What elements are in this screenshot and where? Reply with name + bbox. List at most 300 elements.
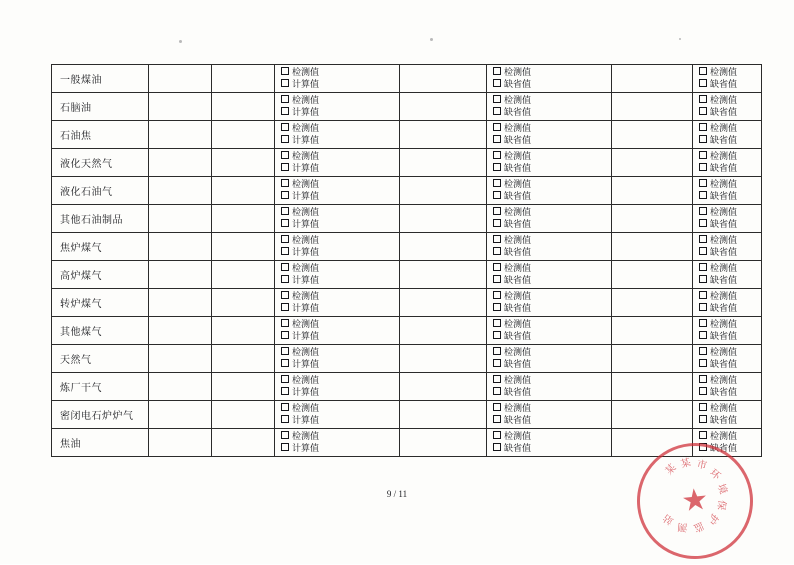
checkbox-icon[interactable] [493,331,501,339]
blank-cell[interactable] [400,261,487,289]
checkbox-icon[interactable] [493,151,501,159]
checkbox-icon[interactable] [281,291,289,299]
checkbox-icon[interactable] [699,67,707,75]
blank-cell[interactable] [612,345,693,373]
checkbox-icon[interactable] [281,163,289,171]
checkbox-option[interactable] [493,235,531,247]
checkbox-option[interactable] [699,191,737,203]
blank-cell[interactable] [612,93,693,121]
option-cell-measurement-method [275,261,400,289]
checkbox-icon[interactable] [281,303,289,311]
checkbox-label: 缺省值 [710,107,738,118]
checkbox-option[interactable] [493,95,531,107]
blank-cell[interactable] [149,93,212,121]
checkbox-option[interactable] [699,347,737,359]
checkbox-group [487,123,611,147]
checkbox-option[interactable] [493,67,531,79]
checkbox-option[interactable] [699,375,737,387]
checkbox-icon[interactable] [699,107,707,115]
checkbox-option[interactable] [281,331,319,343]
checkbox-icon[interactable] [699,123,707,131]
checkbox-option[interactable] [699,163,737,175]
checkbox-label: 缺省值 [504,219,532,230]
checkbox-group [693,179,761,203]
option-cell-carbon-content [487,149,612,177]
checkbox-icon[interactable] [699,191,707,199]
checkbox-option[interactable] [281,403,319,415]
blank-cell[interactable] [149,205,212,233]
checkbox-icon[interactable] [493,347,501,355]
table-row [52,177,762,205]
stamp-char: 市 [695,459,708,473]
blank-cell[interactable] [212,261,275,289]
checkbox-label: 计算值 [292,331,320,342]
checkbox-icon[interactable] [493,303,501,311]
checkbox-icon[interactable] [281,191,289,199]
checkbox-option[interactable] [699,415,737,427]
checkbox-label: 缺省值 [710,359,738,370]
checkbox-label: 缺省值 [504,443,532,454]
checkbox-icon[interactable] [493,191,501,199]
checkbox-icon[interactable] [281,107,289,115]
checkbox-option[interactable] [493,387,531,399]
checkbox-option[interactable] [699,319,737,331]
checkbox-icon[interactable] [281,67,289,75]
stamp-ring-text [635,441,756,562]
blank-cell[interactable] [400,93,487,121]
blank-cell[interactable] [149,429,212,457]
checkbox-label: 计算值 [292,303,320,314]
option-cell-measurement-method [275,373,400,401]
checkbox-label: 计算值 [292,247,320,258]
checkbox-icon[interactable] [493,247,501,255]
fuel-name-cell: 天然气 [52,345,149,373]
checkbox-label: 计算值 [292,387,320,398]
option-cell-carbon-content [487,177,612,205]
checkbox-option[interactable] [699,79,737,91]
stamp-char: 站 [661,511,676,527]
checkbox-icon[interactable] [699,403,707,411]
checkbox-option[interactable] [493,303,531,315]
checkbox-option[interactable] [281,67,319,79]
checkbox-option[interactable] [493,135,531,147]
checkbox-icon[interactable] [699,179,707,187]
checkbox-icon[interactable] [493,235,501,243]
checkbox-icon[interactable] [281,123,289,131]
checkbox-icon[interactable] [493,163,501,171]
checkbox-icon[interactable] [699,151,707,159]
checkbox-option[interactable] [493,291,531,303]
checkbox-icon[interactable] [699,319,707,327]
blank-cell[interactable] [149,121,212,149]
blank-cell[interactable] [212,149,275,177]
checkbox-label: 检测值 [292,375,320,386]
checkbox-option[interactable] [281,123,319,135]
checkbox-icon[interactable] [699,247,707,255]
blank-cell[interactable] [612,261,693,289]
scan-speck [179,40,182,43]
checkbox-label: 检测值 [504,95,532,106]
checkbox-option[interactable] [281,219,319,231]
checkbox-option[interactable] [699,207,737,219]
fuel-name-cell: 高炉煤气 [52,261,149,289]
checkbox-label: 计算值 [292,163,320,174]
checkbox-option[interactable] [699,291,737,303]
blank-cell[interactable] [400,121,487,149]
checkbox-option[interactable] [493,207,531,219]
checkbox-label: 缺省值 [710,135,738,146]
checkbox-icon[interactable] [281,443,289,451]
checkbox-icon[interactable] [493,67,501,75]
checkbox-label: 计算值 [292,443,320,454]
checkbox-icon[interactable] [699,415,707,423]
checkbox-icon[interactable] [281,263,289,271]
checkbox-option[interactable] [281,179,319,191]
stamp-char: 测 [677,520,689,533]
stamp-char: 环 [707,467,723,483]
option-cell-oxidation-rate [693,373,762,401]
checkbox-option[interactable] [281,235,319,247]
checkbox-option[interactable] [493,151,531,163]
blank-cell[interactable] [612,177,693,205]
checkbox-option[interactable] [699,219,737,231]
checkbox-icon[interactable] [493,107,501,115]
checkbox-option[interactable] [699,387,737,399]
blank-cell[interactable] [612,233,693,261]
checkbox-icon[interactable] [699,235,707,243]
checkbox-group [275,179,399,203]
checkbox-icon[interactable] [493,375,501,383]
checkbox-icon[interactable] [281,319,289,327]
blank-cell[interactable] [400,65,487,93]
blank-cell[interactable] [149,289,212,317]
checkbox-option[interactable] [699,179,737,191]
checkbox-icon[interactable] [493,319,501,327]
blank-cell[interactable] [400,429,487,457]
checkbox-option[interactable] [281,347,319,359]
blank-cell[interactable] [612,65,693,93]
option-cell-oxidation-rate [693,65,762,93]
checkbox-option[interactable] [699,331,737,343]
checkbox-icon[interactable] [281,347,289,355]
checkbox-icon[interactable] [493,275,501,283]
blank-cell[interactable] [212,345,275,373]
checkbox-icon[interactable] [281,375,289,383]
checkbox-icon[interactable] [493,291,501,299]
checkbox-option[interactable] [281,375,319,387]
checkbox-icon[interactable] [699,263,707,271]
checkbox-group [275,431,399,455]
blank-cell[interactable] [149,65,212,93]
blank-cell[interactable] [400,289,487,317]
blank-cell[interactable] [149,373,212,401]
checkbox-icon[interactable] [281,151,289,159]
fuel-name-cell: 焦炉煤气 [52,233,149,261]
option-cell-carbon-content [487,345,612,373]
official-stamp [631,437,758,564]
checkbox-option[interactable] [493,375,531,387]
checkbox-icon[interactable] [281,359,289,367]
checkbox-icon[interactable] [699,275,707,283]
blank-cell[interactable] [212,289,275,317]
checkbox-label: 缺省值 [710,387,738,398]
checkbox-label: 检测值 [292,67,320,78]
checkbox-option[interactable] [493,331,531,343]
checkbox-icon[interactable] [281,207,289,215]
checkbox-icon[interactable] [281,387,289,395]
checkbox-option[interactable] [493,415,531,427]
stamp-char: 某 [679,457,693,471]
checkbox-icon[interactable] [493,95,501,103]
blank-cell[interactable] [400,149,487,177]
checkbox-icon[interactable] [699,163,707,171]
checkbox-icon[interactable] [281,247,289,255]
checkbox-option[interactable] [493,247,531,259]
checkbox-option[interactable] [281,443,319,455]
checkbox-icon[interactable] [493,219,501,227]
checkbox-option[interactable] [493,123,531,135]
checkbox-option[interactable] [699,431,737,443]
checkbox-option[interactable] [281,263,319,275]
blank-cell[interactable] [149,317,212,345]
checkbox-icon[interactable] [493,263,501,271]
option-cell-oxidation-rate [693,205,762,233]
blank-cell[interactable] [212,317,275,345]
checkbox-icon[interactable] [699,79,707,87]
checkbox-label: 检测值 [504,179,532,190]
blank-cell[interactable] [149,233,212,261]
checkbox-icon[interactable] [281,403,289,411]
checkbox-group [275,207,399,231]
blank-cell[interactable] [612,401,693,429]
fuel-name-cell: 液化石油气 [52,177,149,205]
checkbox-option[interactable] [493,179,531,191]
checkbox-label: 检测值 [710,207,738,218]
checkbox-option[interactable] [493,347,531,359]
checkbox-label: 缺省值 [504,163,532,174]
checkbox-label: 检测值 [504,375,532,386]
checkbox-icon[interactable] [699,303,707,311]
stamp-char: 护 [705,511,720,526]
checkbox-icon[interactable] [281,219,289,227]
checkbox-option[interactable] [281,291,319,303]
checkbox-option[interactable] [281,163,319,175]
checkbox-icon[interactable] [281,235,289,243]
checkbox-group [693,347,761,371]
checkbox-label: 检测值 [292,235,320,246]
checkbox-option[interactable] [493,275,531,287]
checkbox-option[interactable] [281,415,319,427]
option-cell-carbon-content [487,65,612,93]
blank-cell[interactable] [400,401,487,429]
checkbox-option[interactable] [493,219,531,231]
checkbox-option[interactable] [493,443,531,455]
stamp-char: 境 [714,482,729,496]
checkbox-option[interactable] [699,95,737,107]
blank-cell[interactable] [212,65,275,93]
checkbox-option[interactable] [699,235,737,247]
checkbox-option[interactable] [281,191,319,203]
option-cell-carbon-content [487,261,612,289]
checkbox-icon[interactable] [493,123,501,131]
checkbox-label: 缺省值 [504,247,532,258]
checkbox-icon[interactable] [281,331,289,339]
blank-cell[interactable] [612,373,693,401]
checkbox-icon[interactable] [493,431,501,439]
checkbox-label: 计算值 [292,275,320,286]
blank-cell[interactable] [400,177,487,205]
stamp-char: 某 [663,462,679,478]
blank-cell[interactable] [612,289,693,317]
blank-cell[interactable] [149,401,212,429]
checkbox-icon[interactable] [493,79,501,87]
blank-cell[interactable] [212,233,275,261]
checkbox-option[interactable] [493,107,531,119]
checkbox-group [487,151,611,175]
blank-cell[interactable] [612,149,693,177]
checkbox-icon[interactable] [699,431,707,439]
checkbox-option[interactable] [699,135,737,147]
checkbox-group [693,123,761,147]
blank-cell[interactable] [212,121,275,149]
checkbox-option[interactable] [493,403,531,415]
stamp-char: 保 [714,499,727,511]
checkbox-label: 检测值 [292,207,320,218]
checkbox-option[interactable] [699,67,737,79]
checkbox-option[interactable] [699,107,737,119]
checkbox-icon[interactable] [493,443,501,451]
checkbox-option[interactable] [699,123,737,135]
blank-cell[interactable] [212,93,275,121]
checkbox-icon[interactable] [699,95,707,103]
checkbox-icon[interactable] [699,291,707,299]
checkbox-label: 检测值 [504,263,532,274]
checkbox-icon[interactable] [281,415,289,423]
checkbox-group [693,207,761,231]
blank-cell[interactable] [212,429,275,457]
checkbox-option[interactable] [281,151,319,163]
checkbox-icon[interactable] [699,387,707,395]
checkbox-icon[interactable] [281,79,289,87]
checkbox-option[interactable] [281,95,319,107]
checkbox-icon[interactable] [493,359,501,367]
checkbox-icon[interactable] [281,275,289,283]
checkbox-option[interactable] [281,107,319,119]
blank-cell[interactable] [612,205,693,233]
checkbox-icon[interactable] [699,219,707,227]
checkbox-option[interactable] [699,247,737,259]
fuel-name-cell: 其他石油制品 [52,205,149,233]
checkbox-group [275,319,399,343]
checkbox-option[interactable] [699,275,737,287]
checkbox-option[interactable] [699,151,737,163]
checkbox-label: 检测值 [710,235,738,246]
checkbox-option[interactable] [493,79,531,91]
checkbox-option[interactable] [281,319,319,331]
blank-cell[interactable] [612,317,693,345]
checkbox-icon[interactable] [281,135,289,143]
checkbox-label: 检测值 [710,179,738,190]
checkbox-option[interactable] [493,359,531,371]
checkbox-option[interactable] [281,247,319,259]
option-cell-oxidation-rate [693,177,762,205]
checkbox-icon[interactable] [493,135,501,143]
checkbox-icon[interactable] [493,387,501,395]
checkbox-option[interactable] [699,403,737,415]
checkbox-option[interactable] [281,135,319,147]
checkbox-option[interactable] [493,431,531,443]
checkbox-option[interactable] [699,263,737,275]
blank-cell[interactable] [400,317,487,345]
checkbox-option[interactable] [281,275,319,287]
checkbox-icon[interactable] [699,347,707,355]
blank-cell[interactable] [212,205,275,233]
checkbox-label: 检测值 [710,319,738,330]
blank-cell[interactable] [149,177,212,205]
checkbox-icon[interactable] [699,207,707,215]
checkbox-option[interactable] [699,303,737,315]
blank-cell[interactable] [400,233,487,261]
blank-cell[interactable] [149,345,212,373]
checkbox-option[interactable] [281,387,319,399]
blank-cell[interactable] [149,261,212,289]
blank-cell[interactable] [212,401,275,429]
blank-cell[interactable] [612,121,693,149]
fuel-name-cell: 其他煤气 [52,317,149,345]
checkbox-label: 检测值 [710,375,738,386]
blank-cell[interactable] [212,373,275,401]
checkbox-icon[interactable] [493,415,501,423]
checkbox-option[interactable] [281,303,319,315]
checkbox-option[interactable] [493,319,531,331]
checkbox-group [487,403,611,427]
checkbox-icon[interactable] [699,359,707,367]
checkbox-option[interactable] [281,79,319,91]
checkbox-option[interactable] [493,163,531,175]
blank-cell[interactable] [212,177,275,205]
checkbox-icon[interactable] [281,95,289,103]
checkbox-label: 检测值 [292,151,320,162]
blank-cell[interactable] [400,373,487,401]
checkbox-icon[interactable] [281,431,289,439]
checkbox-option[interactable] [281,431,319,443]
checkbox-label: 缺省值 [504,303,532,314]
scan-speck [430,38,433,41]
checkbox-icon[interactable] [493,403,501,411]
blank-cell[interactable] [400,345,487,373]
checkbox-group [693,403,761,427]
checkbox-option[interactable] [281,207,319,219]
checkbox-icon[interactable] [699,331,707,339]
checkbox-option[interactable] [281,359,319,371]
checkbox-icon[interactable] [281,179,289,187]
checkbox-option[interactable] [493,263,531,275]
checkbox-icon[interactable] [699,135,707,143]
checkbox-label: 检测值 [292,291,320,302]
checkbox-icon[interactable] [493,207,501,215]
checkbox-option[interactable] [699,359,737,371]
checkbox-icon[interactable] [493,179,501,187]
checkbox-label: 检测值 [292,347,320,358]
table-row [52,149,762,177]
blank-cell[interactable] [400,205,487,233]
checkbox-option[interactable] [493,191,531,203]
blank-cell[interactable] [149,149,212,177]
checkbox-label: 计算值 [292,219,320,230]
checkbox-label: 计算值 [292,191,320,202]
checkbox-group [693,263,761,287]
checkbox-icon[interactable] [699,375,707,383]
